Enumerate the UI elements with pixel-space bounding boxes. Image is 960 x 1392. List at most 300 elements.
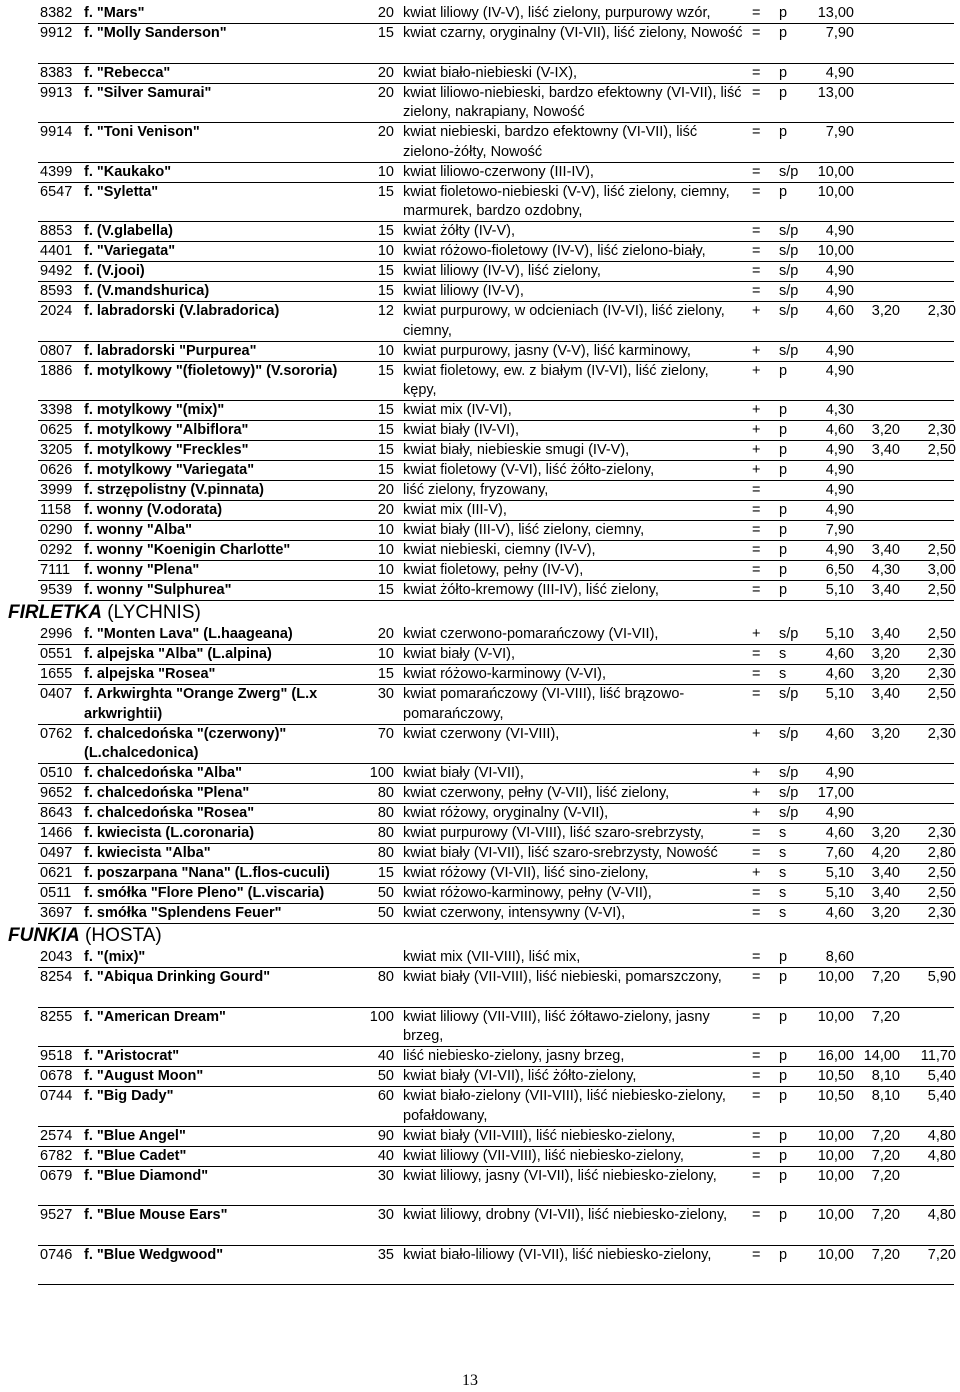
item-code: 8255 xyxy=(40,1008,73,1025)
item-symbol: = xyxy=(752,1167,761,1184)
item-code: 0551 xyxy=(40,646,73,662)
item-name: f. kwiecista "Alba" xyxy=(84,845,211,861)
section-heading-italic: FUNKIA xyxy=(8,925,80,946)
item-price-1: 17,00 xyxy=(817,785,854,801)
item-height: 15 xyxy=(377,422,394,438)
item-unit: p xyxy=(779,1207,788,1223)
item-name: f. Arkwirghta "Orange Zwerg" (L.x arkwrightii) xyxy=(84,686,318,722)
item-symbol: + xyxy=(752,865,761,881)
item-code: 0744 xyxy=(40,1088,73,1104)
item-description: kwiat biały (VI-VII), liść żółto-zielony, xyxy=(403,1068,637,1084)
item-price-3: 4,80 xyxy=(927,1207,956,1223)
item-code: 2574 xyxy=(40,1127,73,1144)
item-name: f. (V.mandshurica) xyxy=(84,283,210,299)
item-unit: p xyxy=(779,422,788,438)
item-height: 15 xyxy=(377,223,394,239)
item-symbol: = xyxy=(752,1088,761,1104)
item-code: 2996 xyxy=(40,626,73,642)
item-name: f. wonny "Plena" xyxy=(84,562,200,578)
item-unit: p xyxy=(779,25,788,41)
item-symbol: = xyxy=(752,84,761,101)
row-divider xyxy=(38,600,954,601)
item-price-1: 4,60 xyxy=(825,303,854,319)
item-name: f. wonny "Alba" xyxy=(84,522,192,538)
item-price-3: 7,20 xyxy=(927,1246,956,1263)
item-code: 0510 xyxy=(40,765,73,781)
item-symbol: = xyxy=(752,243,761,259)
item-description: kwiat pomarańczowy (VI-VIII), liść brązowo-pomarańczowy, xyxy=(403,686,685,722)
item-code: 0292 xyxy=(40,542,73,558)
item-unit: p xyxy=(779,124,788,140)
item-name: f. alpejska "Rosea" xyxy=(84,666,216,682)
item-description: kwiat różowy (VI-VII), liść sino-zielony, xyxy=(403,865,649,881)
item-height: 80 xyxy=(377,805,394,821)
item-price-2: 3,40 xyxy=(871,686,900,702)
item-unit: p xyxy=(779,1068,788,1084)
item-symbol: + xyxy=(752,765,761,781)
item-code: 3999 xyxy=(40,482,73,498)
item-code: 2024 xyxy=(40,303,73,319)
item-name: f. "Blue Diamond" xyxy=(84,1167,209,1184)
item-height: 15 xyxy=(377,402,394,418)
item-code: 9914 xyxy=(40,124,73,140)
item-name: f. "Variegata" xyxy=(84,243,176,259)
item-price-3: 2,80 xyxy=(927,845,956,861)
item-height: 20 xyxy=(377,124,394,140)
section-heading-firletka xyxy=(8,602,201,624)
item-price-2: 3,20 xyxy=(871,422,900,438)
item-price-1: 10,00 xyxy=(817,1147,854,1164)
item-description: kwiat różowy, oryginalny (V-VII), xyxy=(403,805,609,821)
item-description: kwiat biały (VII-VIII), liść niebieski, pomarszczony, xyxy=(403,969,722,985)
item-symbol: = xyxy=(752,562,761,578)
item-symbol: = xyxy=(752,1048,761,1064)
item-description: kwiat fioletowy (V-VI), liść żółto-zielony, xyxy=(403,462,655,478)
item-description: kwiat biały (V-VI), xyxy=(403,646,515,662)
item-price-1: 7,90 xyxy=(825,25,854,41)
item-name: f. "Blue Mouse Ears" xyxy=(84,1207,228,1223)
item-name: f. "Toni Venison" xyxy=(84,124,200,140)
item-price-3: 2,30 xyxy=(927,303,956,319)
item-description: kwiat czerwony, intensywny (V-VI), xyxy=(403,905,626,921)
item-symbol: + xyxy=(752,362,761,379)
item-symbol: = xyxy=(752,522,761,538)
section-heading-funkia xyxy=(8,925,162,947)
item-unit: p xyxy=(779,1088,788,1104)
item-price-2: 3,40 xyxy=(871,442,900,458)
item-description: kwiat liliowy (VII-VIII), liść niebiesko-zielony, xyxy=(403,1147,684,1164)
item-price-1: 5,10 xyxy=(825,885,854,901)
item-price-3: 4,80 xyxy=(927,1127,956,1144)
item-symbol: + xyxy=(752,303,761,319)
item-symbol: + xyxy=(752,422,761,438)
item-price-1: 7,60 xyxy=(825,845,854,861)
item-height: 70 xyxy=(377,725,394,742)
item-price-1: 4,60 xyxy=(825,422,854,438)
item-price-2: 7,20 xyxy=(871,1207,900,1223)
item-height: 15 xyxy=(377,263,394,279)
item-price-1: 10,00 xyxy=(817,183,854,200)
item-unit: p xyxy=(779,442,788,458)
item-name: f. "Silver Samurai" xyxy=(84,84,212,101)
item-height: 30 xyxy=(377,1207,394,1223)
item-height: 10 xyxy=(377,243,394,259)
item-price-1: 5,10 xyxy=(825,865,854,881)
item-height: 80 xyxy=(377,785,394,801)
item-price-2: 4,20 xyxy=(871,845,900,861)
item-symbol: = xyxy=(752,163,761,180)
item-description: kwiat purpurowy, w odcieniach (IV-VI), liść zielony, ciemny, xyxy=(403,303,725,339)
item-name: f. (V.glabella) xyxy=(84,223,173,239)
item-price-1: 10,00 xyxy=(817,163,854,180)
item-price-1: 10,00 xyxy=(817,1167,854,1184)
item-price-1: 4,60 xyxy=(825,905,854,921)
item-code: 9913 xyxy=(40,84,73,101)
item-name: f. "Rebecca" xyxy=(84,64,171,81)
item-price-2: 3,20 xyxy=(871,646,900,662)
item-name: f. "American Dream" xyxy=(84,1008,226,1025)
item-description: kwiat liliowy (IV-V), liść zielony, xyxy=(403,263,601,279)
item-symbol: + xyxy=(752,626,761,642)
item-name: f. "Blue Cadet" xyxy=(84,1147,187,1164)
item-name: f. smółka "Flore Pleno" (L.viscaria) xyxy=(84,885,325,901)
item-unit: p xyxy=(779,542,788,558)
item-price-1: 4,90 xyxy=(825,805,854,821)
item-height: 80 xyxy=(377,845,394,861)
item-code: 1886 xyxy=(40,362,73,379)
item-price-3: 4,80 xyxy=(927,1147,956,1164)
item-height: 12 xyxy=(377,303,394,319)
item-price-3: 2,50 xyxy=(927,885,956,901)
item-unit: s xyxy=(779,865,787,881)
item-price-1: 10,00 xyxy=(817,1207,854,1223)
item-description: kwiat biały (VI-VII), liść szaro-srebrzysty, Nowość xyxy=(403,845,718,861)
item-code: 8853 xyxy=(40,223,73,239)
item-height: 60 xyxy=(377,1088,394,1104)
item-height: 10 xyxy=(377,342,394,359)
item-height: 15 xyxy=(377,283,394,299)
item-price-3: 5,40 xyxy=(927,1068,956,1084)
item-symbol: = xyxy=(752,124,761,140)
item-unit: p xyxy=(779,562,788,578)
item-unit: p xyxy=(779,462,788,478)
item-price-2: 7,20 xyxy=(871,1008,900,1025)
item-height: 90 xyxy=(377,1127,394,1144)
item-description: kwiat biały (VII-VIII), liść niebiesko-zielony, xyxy=(403,1127,676,1144)
item-symbol: = xyxy=(752,1246,761,1263)
item-symbol: = xyxy=(752,885,761,901)
item-price-1: 7,90 xyxy=(825,124,854,140)
item-symbol: = xyxy=(752,666,761,682)
item-name: f. "Blue Wedgwood" xyxy=(84,1246,224,1263)
item-symbol: = xyxy=(752,825,761,841)
item-height: 10 xyxy=(377,542,394,558)
item-name: f. "Abiqua Drinking Gourd" xyxy=(84,969,271,985)
item-price-2: 3,20 xyxy=(871,725,900,742)
item-unit: p xyxy=(779,183,788,200)
item-price-3: 2,30 xyxy=(927,825,956,841)
item-description: kwiat liliowy, jasny (VI-VII), liść niebiesko-zielony, xyxy=(403,1167,717,1184)
item-description: kwiat żółto-kremowy (III-IV), liść zielony, xyxy=(403,582,659,598)
item-name: f. "Blue Angel" xyxy=(84,1127,186,1144)
item-price-1: 4,60 xyxy=(825,666,854,682)
item-unit: s/p xyxy=(779,342,799,359)
item-code: 0407 xyxy=(40,686,73,702)
item-height: 80 xyxy=(377,969,394,985)
item-name: f. "Aristocrat" xyxy=(84,1048,180,1064)
item-price-1: 4,90 xyxy=(825,342,854,359)
item-symbol: = xyxy=(752,482,761,498)
item-symbol: + xyxy=(752,462,761,478)
item-height: 50 xyxy=(377,905,394,921)
item-description: kwiat fioletowo-niebieski (V-V), liść zielony, ciemny, marmurek, bardzo ozdobny, xyxy=(403,183,730,219)
item-code: 6547 xyxy=(40,183,73,200)
item-code: 0290 xyxy=(40,522,73,538)
item-price-1: 10,00 xyxy=(817,1127,854,1144)
item-price-3: 2,50 xyxy=(927,442,956,458)
item-symbol: = xyxy=(752,263,761,279)
item-symbol: = xyxy=(752,502,761,518)
item-symbol: = xyxy=(752,1068,761,1084)
row-divider xyxy=(38,1284,954,1285)
item-description: kwiat liliowy (IV-V), xyxy=(403,283,524,299)
item-symbol: = xyxy=(752,5,761,21)
item-description: kwiat biały (III-V), liść zielony, ciemny, xyxy=(403,522,645,538)
item-symbol: = xyxy=(752,1127,761,1144)
item-description: kwiat fioletowy, ew. z białym (IV-VI), liść zielony, kępy, xyxy=(403,362,709,398)
item-price-2: 3,20 xyxy=(871,825,900,841)
item-price-2: 7,20 xyxy=(871,1127,900,1144)
item-code: 8383 xyxy=(40,64,73,81)
item-price-1: 4,90 xyxy=(825,502,854,518)
item-code: 8382 xyxy=(40,5,73,21)
item-symbol: = xyxy=(752,646,761,662)
section-heading-rest: (LYCHNIS) xyxy=(101,602,201,623)
item-description: kwiat liliowy (VII-VIII), liść żółtawo-zielony, jasny brzeg, xyxy=(403,1008,710,1044)
item-description: kwiat czerwony, pełny (V-VII), liść zielony, xyxy=(403,785,670,801)
item-price-1: 4,90 xyxy=(825,263,854,279)
item-code: 8643 xyxy=(40,805,73,821)
item-unit: s xyxy=(779,905,787,921)
item-code: 0621 xyxy=(40,865,73,881)
item-price-2: 8,10 xyxy=(871,1088,900,1104)
item-price-2: 3,40 xyxy=(871,885,900,901)
item-unit: s xyxy=(779,825,787,841)
item-height: 15 xyxy=(377,865,394,881)
item-description: kwiat czarny, oryginalny (VI-VII), liść zielony, Nowość xyxy=(403,25,743,41)
item-price-1: 4,60 xyxy=(825,725,854,742)
item-code: 0762 xyxy=(40,725,73,742)
item-price-2: 14,00 xyxy=(863,1048,900,1064)
item-unit: p xyxy=(779,949,788,965)
item-name: f. motylkowy "Albiflora" xyxy=(84,422,249,438)
item-price-3: 2,30 xyxy=(927,422,956,438)
item-code: 2043 xyxy=(40,949,73,965)
item-description: liść zielony, fryzowany, xyxy=(403,482,549,498)
item-price-1: 16,00 xyxy=(817,1048,854,1064)
item-height: 20 xyxy=(377,5,394,21)
item-unit: p xyxy=(779,362,788,379)
item-code: 9527 xyxy=(40,1207,73,1223)
item-unit: p xyxy=(779,1008,788,1025)
item-description: kwiat czerwony (VI-VIII), xyxy=(403,725,560,742)
item-height: 100 xyxy=(369,765,394,781)
item-description: kwiat liliowo-niebieski, bardzo efektowny (VI-VII), liść zielony, nakrapiany, Nowość xyxy=(403,84,742,120)
item-price-1: 10,50 xyxy=(817,1088,854,1104)
item-unit: s xyxy=(779,646,787,662)
item-name: f. chalcedońska "Plena" xyxy=(84,785,250,801)
item-description: kwiat liliowo-czerwony (III-IV), xyxy=(403,163,594,180)
item-description: kwiat niebieski, ciemny (IV-V), xyxy=(403,542,596,558)
item-symbol: = xyxy=(752,1147,761,1164)
item-price-2: 3,20 xyxy=(871,303,900,319)
item-symbol: = xyxy=(752,542,761,558)
item-price-3: 5,40 xyxy=(927,1088,956,1104)
item-symbol: + xyxy=(752,725,761,742)
item-name: f. "August Moon" xyxy=(84,1068,204,1084)
item-price-1: 13,00 xyxy=(817,5,854,21)
item-price-3: 2,50 xyxy=(927,626,956,642)
item-name: f. "Big Dady" xyxy=(84,1088,174,1104)
item-price-2: 7,20 xyxy=(871,1147,900,1164)
item-code: 6782 xyxy=(40,1147,73,1164)
item-description: kwiat purpurowy, jasny (V-V), liść karminowy, xyxy=(403,342,691,359)
item-description: kwiat biały, niebieskie smugi (IV-V), xyxy=(403,442,630,458)
item-price-3: 5,90 xyxy=(927,969,956,985)
item-description: kwiat biało-liliowy (VI-VII), liść niebiesko-zielony, xyxy=(403,1246,712,1263)
item-code: 8593 xyxy=(40,283,73,299)
item-unit: p xyxy=(779,1246,788,1263)
item-price-1: 4,60 xyxy=(825,646,854,662)
item-symbol: = xyxy=(752,283,761,299)
item-name: f. "(mix)" xyxy=(84,949,146,965)
item-unit: s/p xyxy=(779,303,799,319)
item-unit: s/p xyxy=(779,283,799,299)
item-symbol: = xyxy=(752,949,761,965)
item-unit: s/p xyxy=(779,785,799,801)
item-unit: s/p xyxy=(779,725,799,742)
item-code: 0626 xyxy=(40,462,73,478)
item-height: 35 xyxy=(377,1246,394,1263)
item-height: 15 xyxy=(377,582,394,598)
item-unit: s xyxy=(779,885,787,901)
item-symbol: = xyxy=(752,969,761,985)
item-unit: s/p xyxy=(779,163,799,180)
item-height: 40 xyxy=(377,1048,394,1064)
item-price-2: 8,10 xyxy=(871,1068,900,1084)
item-price-2: 3,40 xyxy=(871,865,900,881)
item-name: f. (V.jooi) xyxy=(84,263,145,279)
item-price-1: 4,90 xyxy=(825,765,854,781)
item-code: 9652 xyxy=(40,785,73,801)
item-name: f. chalcedońska "(czerwony)" (L.chalcedonica) xyxy=(84,725,287,761)
item-name: f. strzępolistny (V.pinnata) xyxy=(84,482,264,498)
item-unit: s/p xyxy=(779,223,799,239)
item-height: 30 xyxy=(377,1167,394,1184)
item-height: 100 xyxy=(369,1008,394,1025)
item-name: f. "Monten Lava" (L.haageana) xyxy=(84,626,293,642)
item-price-3: 2,30 xyxy=(927,905,956,921)
item-name: f. kwiecista (L.coronaria) xyxy=(84,825,255,841)
item-description: kwiat fioletowy, pełny (IV-V), xyxy=(403,562,584,578)
item-price-3: 2,50 xyxy=(927,542,956,558)
item-price-2: 7,20 xyxy=(871,969,900,985)
item-unit: p xyxy=(779,522,788,538)
item-code: 3697 xyxy=(40,905,73,921)
item-name: f. smółka "Splendens Feuer" xyxy=(84,905,282,921)
item-code: 0497 xyxy=(40,845,73,861)
item-price-1: 4,30 xyxy=(825,402,854,418)
item-unit: s/p xyxy=(779,263,799,279)
item-description: kwiat różowo-fioletowy (IV-V), liść zielono-biały, xyxy=(403,243,706,259)
row-divider xyxy=(38,923,954,924)
item-unit: p xyxy=(779,84,788,101)
item-description: kwiat purpurowy (VI-VIII), liść szaro-srebrzysty, xyxy=(403,825,705,841)
item-code: 0679 xyxy=(40,1167,73,1184)
item-unit: s/p xyxy=(779,626,799,642)
item-price-2: 7,20 xyxy=(871,1246,900,1263)
item-description: kwiat niebieski, bardzo efektowny (VI-VII), liść zielono-żółty, Nowość xyxy=(403,124,698,160)
item-price-1: 4,90 xyxy=(825,442,854,458)
item-price-1: 4,90 xyxy=(825,223,854,239)
item-price-1: 10,00 xyxy=(817,1008,854,1025)
item-price-1: 5,10 xyxy=(825,626,854,642)
item-unit: s/p xyxy=(779,243,799,259)
item-height: 50 xyxy=(377,885,394,901)
item-unit: p xyxy=(779,582,788,598)
item-height: 20 xyxy=(377,626,394,642)
item-price-1: 13,00 xyxy=(817,84,854,101)
section-heading-italic: FIRLETKA xyxy=(8,602,102,623)
item-price-1: 7,90 xyxy=(825,522,854,538)
item-code: 7111 xyxy=(40,562,71,578)
item-price-2: 3,20 xyxy=(871,666,900,682)
item-price-1: 5,10 xyxy=(825,582,854,598)
item-unit: s/p xyxy=(779,686,799,702)
item-description: kwiat biało-zielony (VII-VIII), liść niebiesko-zielony, pofałdowany, xyxy=(403,1088,726,1124)
item-symbol: + xyxy=(752,785,761,801)
item-code: 0511 xyxy=(40,885,72,901)
item-code: 3205 xyxy=(40,442,73,458)
item-unit: s xyxy=(779,845,787,861)
item-height: 15 xyxy=(377,183,394,200)
item-code: 0625 xyxy=(40,422,73,438)
item-description: kwiat żółty (IV-V), xyxy=(403,223,515,239)
item-code: 0678 xyxy=(40,1068,73,1084)
item-price-2: 7,20 xyxy=(871,1167,900,1184)
item-price-1: 10,00 xyxy=(817,1246,854,1263)
item-price-3: 2,30 xyxy=(927,646,956,662)
item-price-1: 10,50 xyxy=(817,1068,854,1084)
item-unit: p xyxy=(779,5,788,21)
item-name: f. "Kaukako" xyxy=(84,163,172,180)
item-height: 20 xyxy=(377,84,394,101)
item-price-1: 4,90 xyxy=(825,362,854,379)
item-price-1: 4,90 xyxy=(825,462,854,478)
item-price-3: 2,50 xyxy=(927,686,956,702)
item-symbol: = xyxy=(752,183,761,200)
item-description: kwiat biały (IV-VI), xyxy=(403,422,520,438)
item-height: 15 xyxy=(377,25,394,41)
item-name: f. "Molly Sanderson" xyxy=(84,25,227,41)
item-price-1: 4,90 xyxy=(825,542,854,558)
item-name: f. wonny (V.odorata) xyxy=(84,502,223,518)
item-code: 0807 xyxy=(40,342,73,359)
item-height: 20 xyxy=(377,502,394,518)
item-description: kwiat czerwono-pomarańczowy (VI-VII), xyxy=(403,626,659,642)
item-symbol: + xyxy=(752,402,761,418)
item-unit: p xyxy=(779,1127,788,1144)
